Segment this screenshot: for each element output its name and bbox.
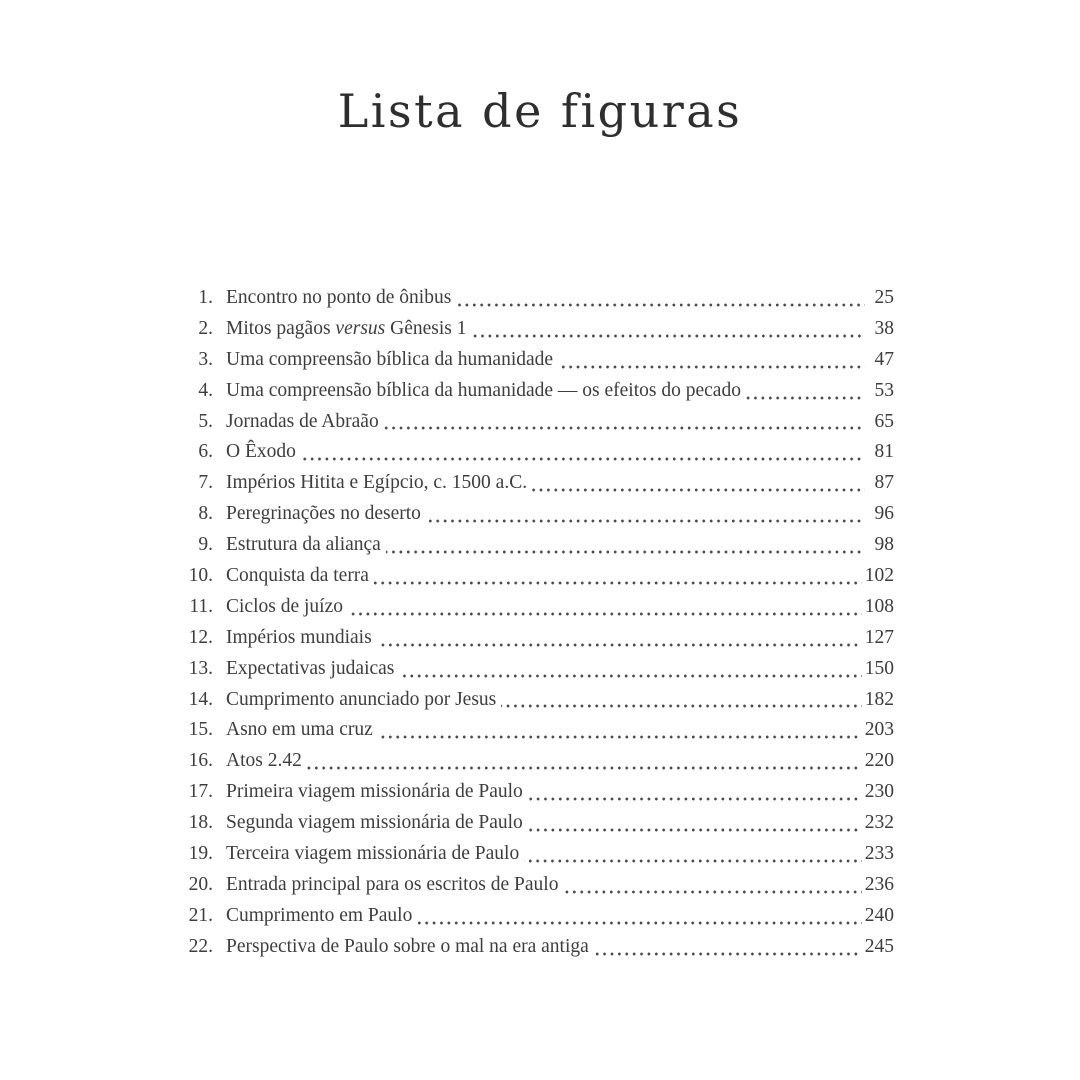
figure-number: 6.	[198, 441, 213, 463]
figure-number: 8.	[198, 503, 213, 525]
figure-list-item	[185, 437, 894, 468]
page-title: Lista de figuras	[337, 84, 743, 138]
figure-label: Impérios mundiais	[226, 626, 372, 648]
figure-label: Cumprimento anunciado por Jesus	[226, 688, 497, 710]
dot-leader	[594, 949, 862, 957]
figure-number: 14.	[188, 688, 213, 710]
figure-list	[185, 283, 894, 963]
dot-leader	[456, 300, 865, 308]
figure-label: Uma compreensão bíblica da humanidade	[226, 348, 554, 370]
figure-number: 1.	[198, 287, 213, 308]
figure-list-item	[185, 376, 894, 407]
figure-page-number: 96	[874, 503, 894, 525]
figure-list-item	[185, 685, 894, 716]
figure-label: Encontro no ponto de ônibus	[226, 287, 452, 308]
dot-leader	[384, 423, 865, 431]
figure-page-number: 236	[864, 873, 894, 895]
figure-label: Perspectiva de Paulo sobre o mal na era antiga	[226, 935, 589, 957]
figure-number: 3.	[198, 348, 213, 370]
dot-leader	[528, 794, 862, 802]
figure-page-number: 203	[864, 719, 894, 741]
figure-number: 15.	[188, 719, 213, 741]
figure-number: 5.	[198, 410, 213, 432]
figure-page-number: 87	[874, 472, 894, 494]
dot-leader	[378, 732, 862, 740]
figure-number: 9.	[198, 534, 213, 556]
figure-page-number: 240	[864, 904, 894, 926]
figure-list-item	[185, 623, 894, 654]
figure-label: Uma compreensão bíblica da humanidade — os efeitos do pecado	[226, 379, 741, 401]
figure-label: Primeira viagem missionária de Paulo	[226, 781, 523, 803]
figure-list-item	[185, 901, 894, 932]
figure-list-item	[185, 746, 894, 777]
figure-label: Entrada principal para os escritos de Paulo	[226, 873, 559, 895]
figure-list-item	[185, 777, 894, 808]
figure-page-number: 53	[874, 379, 894, 401]
dot-leader	[558, 362, 865, 370]
figure-number: 4.	[198, 379, 213, 401]
figure-page-number: 230	[864, 781, 894, 803]
figure-number: 13.	[188, 657, 213, 679]
dot-leader	[524, 856, 862, 864]
figure-number: 11.	[189, 595, 213, 617]
figure-page-number: 245	[864, 935, 894, 957]
figure-page-number: 182	[864, 688, 894, 710]
figure-list-item	[185, 715, 894, 746]
figure-label: Mitos pagãos versus Gênesis 1	[226, 317, 467, 339]
figure-list-item	[185, 870, 894, 901]
figure-label: Segunda viagem missionária de Paulo	[226, 812, 523, 834]
figure-page-number: 25	[874, 287, 894, 308]
figure-number: 16.	[188, 750, 213, 772]
figure-number: 17.	[188, 781, 213, 803]
figure-label: Conquista da terra	[226, 565, 369, 587]
figure-list-item	[185, 592, 894, 623]
figure-list-item	[185, 808, 894, 839]
figure-label: O Êxodo	[226, 441, 296, 463]
dot-leader	[307, 763, 862, 771]
figure-page-number: 81	[874, 441, 894, 463]
figure-list-item	[185, 654, 894, 685]
figure-list-item	[185, 407, 894, 438]
dot-leader	[417, 918, 861, 926]
figure-label: Atos 2.42	[226, 750, 302, 772]
figure-number: 7.	[198, 472, 213, 494]
figure-list-item	[185, 468, 894, 499]
figure-page-number: 108	[864, 595, 894, 617]
figure-number: 10.	[188, 565, 213, 587]
dot-leader	[301, 454, 865, 462]
figure-list-item	[185, 561, 894, 592]
figure-label: Terceira viagem missionária de Paulo	[226, 843, 520, 865]
figure-list-item	[185, 932, 894, 963]
figure-label: Cumprimento em Paulo	[226, 904, 413, 926]
figure-page-number: 232	[864, 812, 894, 834]
dot-leader	[746, 393, 865, 401]
figure-label: Estrutura da aliança	[226, 534, 381, 556]
figure-list-item	[185, 839, 894, 870]
figure-number: 21.	[188, 904, 213, 926]
figure-label: Asno em uma cruz	[226, 719, 373, 741]
figure-page-number: 233	[864, 843, 894, 865]
figure-page-number: 220	[864, 750, 894, 772]
figure-label: Impérios Hitita e Egípcio, c. 1500 a.C.	[226, 472, 528, 494]
figure-page-number: 102	[864, 565, 894, 587]
dot-leader	[532, 485, 865, 493]
figure-page-number: 65	[874, 410, 894, 432]
figure-page-number: 47	[874, 348, 894, 370]
figure-number: 2.	[198, 317, 213, 339]
figure-page-number: 98	[874, 534, 894, 556]
figure-list-item	[185, 314, 894, 345]
dot-leader	[472, 331, 866, 339]
dot-leader	[501, 701, 862, 709]
figure-label: Expectativas judaicas	[226, 657, 395, 679]
dot-leader	[377, 640, 862, 648]
figure-list-item	[185, 499, 894, 530]
dot-leader	[348, 609, 862, 617]
figure-page-number: 150	[864, 657, 894, 679]
figure-list-item	[185, 345, 894, 376]
figure-label: Ciclos de juízo	[226, 595, 343, 617]
dot-leader	[563, 887, 861, 895]
figure-number: 20.	[188, 873, 213, 895]
figure-page-number: 127	[864, 626, 894, 648]
dot-leader	[528, 825, 862, 833]
figure-page-number: 38	[874, 317, 894, 339]
dot-leader	[399, 671, 861, 679]
figure-number: 12.	[188, 626, 213, 648]
figure-list-item	[185, 283, 894, 314]
dot-leader	[386, 547, 865, 555]
dot-leader	[426, 516, 865, 524]
figure-label: Jornadas de Abraão	[226, 410, 379, 432]
figure-list-item	[185, 530, 894, 561]
figure-number: 18.	[188, 812, 213, 834]
dot-leader	[374, 578, 862, 586]
figure-number: 19.	[188, 843, 213, 865]
figure-label: Peregrinações no deserto	[226, 503, 421, 525]
figure-number: 22.	[188, 935, 213, 957]
